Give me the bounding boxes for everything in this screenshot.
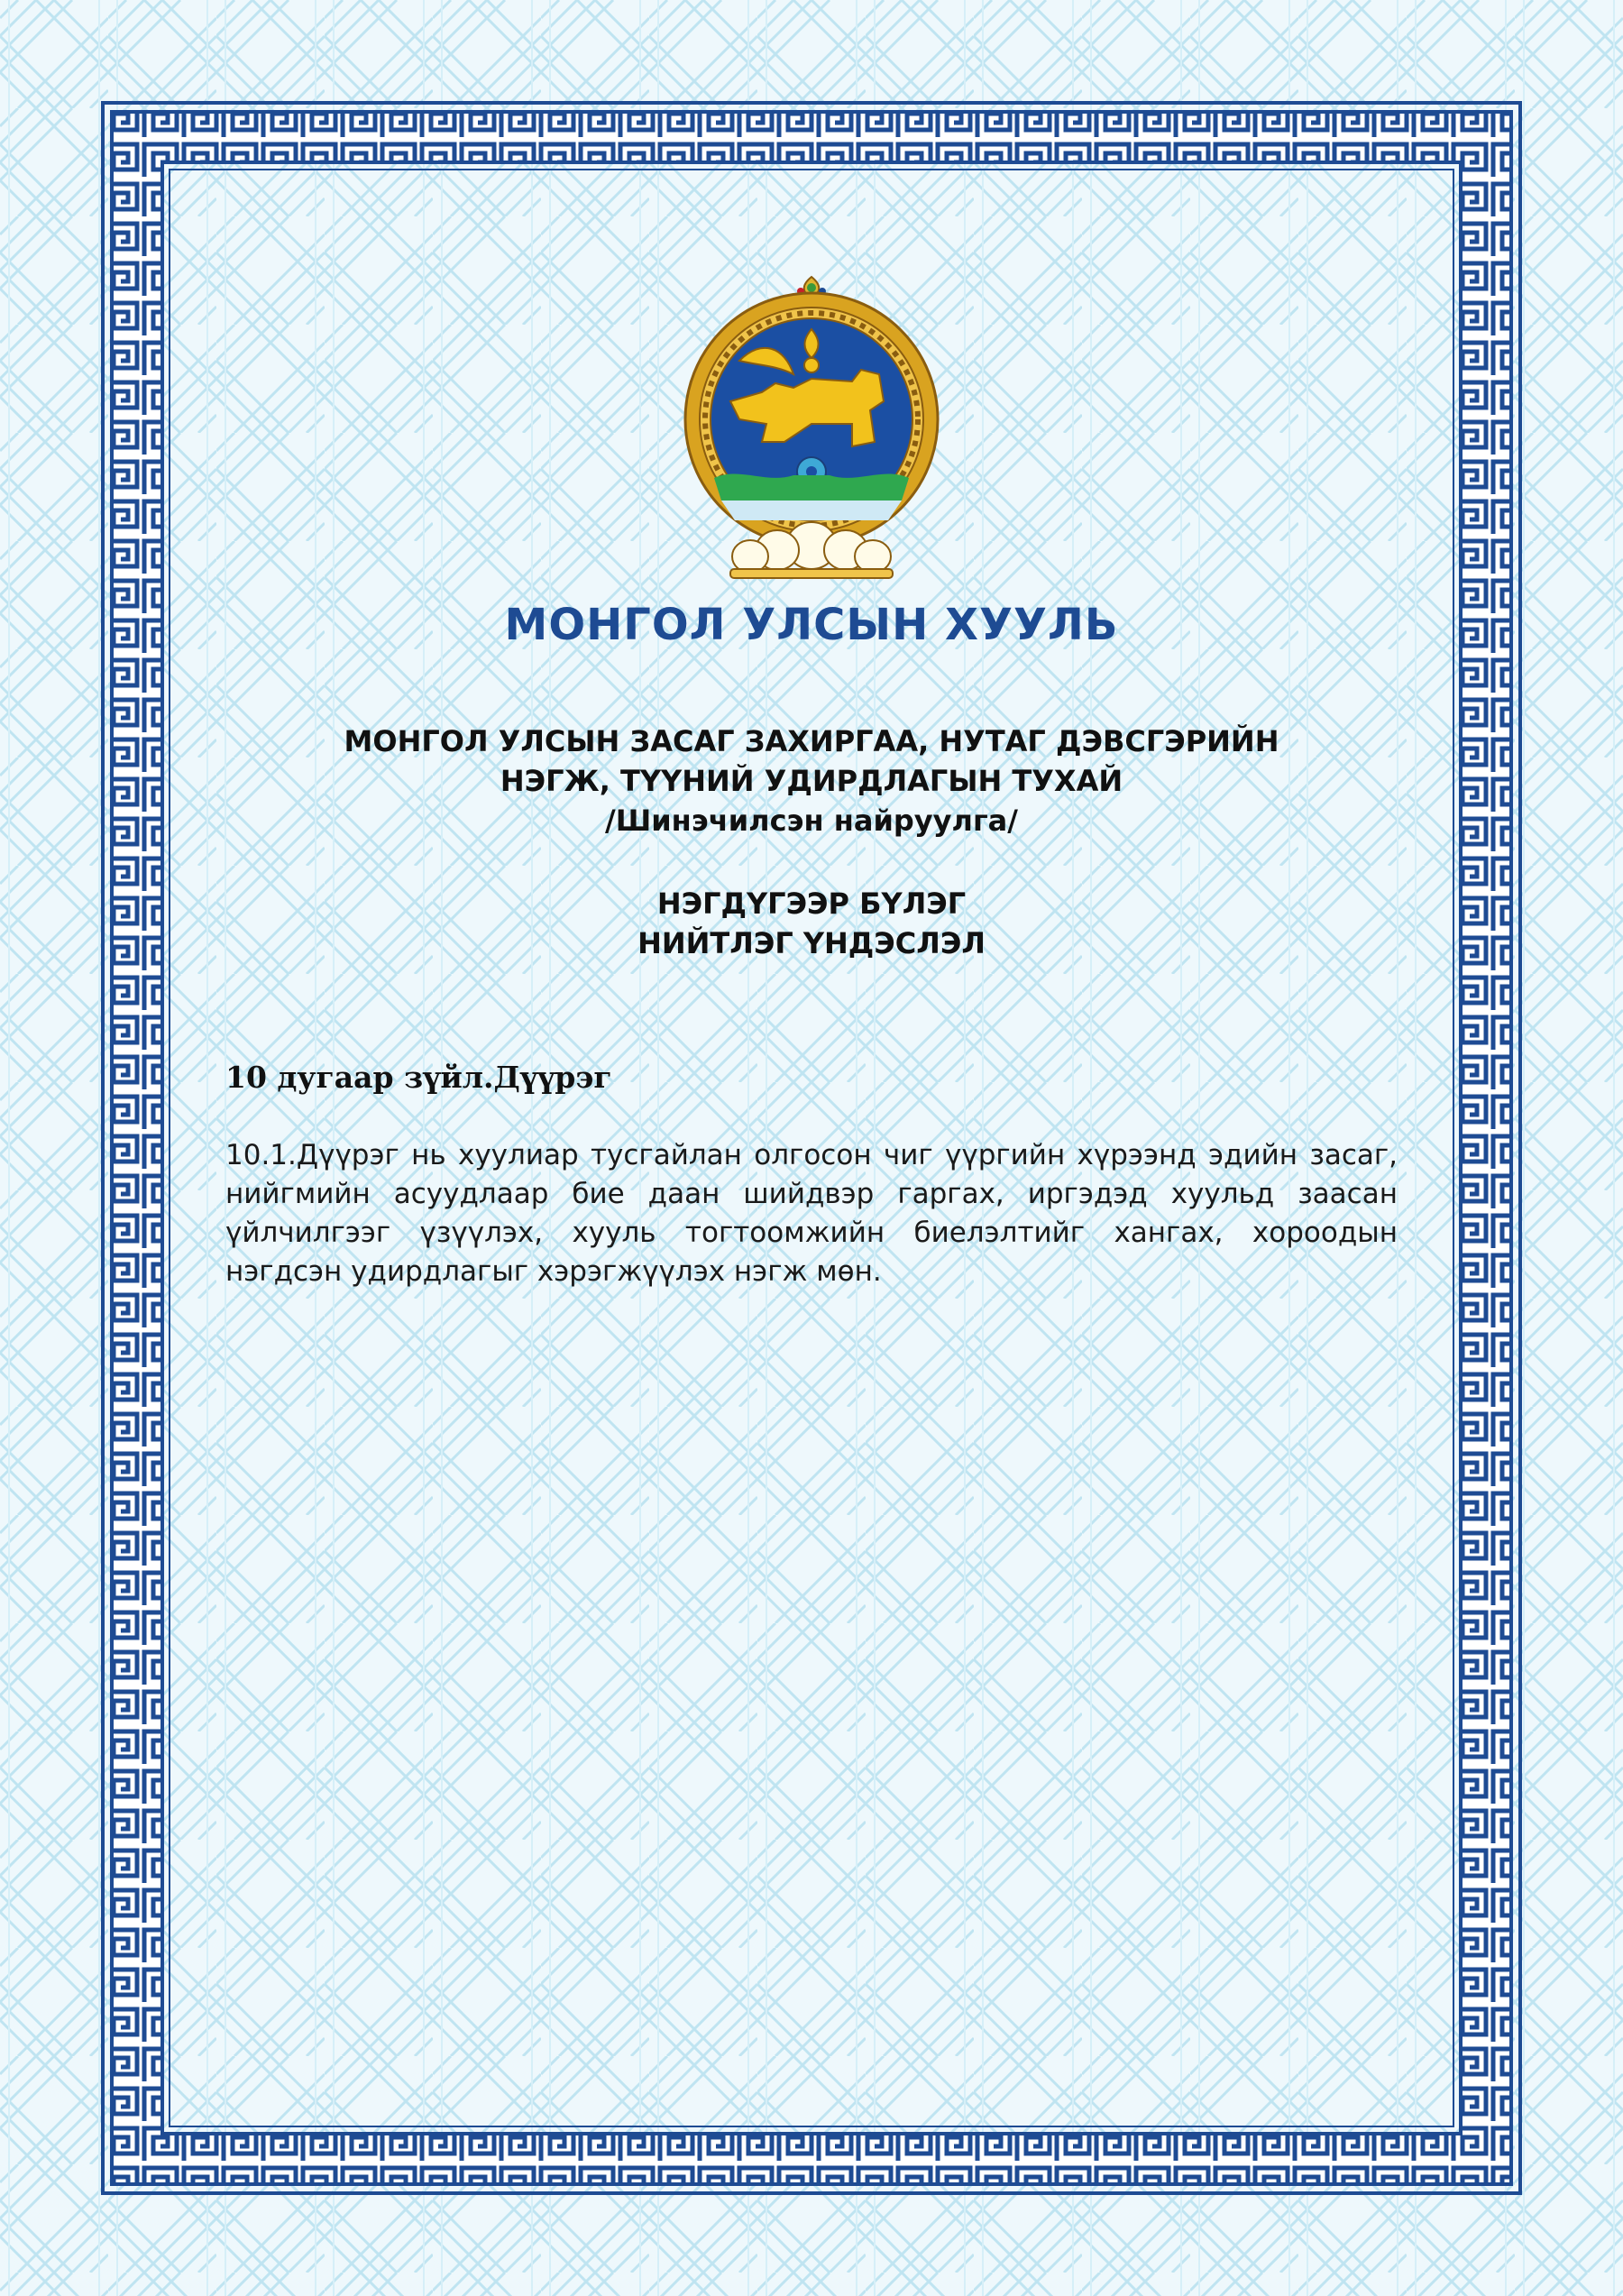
chapter-number: НЭГДҮГЭЭР БҮЛЭГ [656,886,967,921]
article-paragraph: 10.1.Дүүрэг нь хуулиар тусгайлан олгосон чиг үүргийн хүрээнд эдийн засаг, нийгмийн асуудлаар бие даан шийдвэр гаргах, иргэдэд хуульд заасан үйлчилгээг үзүүлэх, хууль тогтоомжийн биелэлтийг хангах, хороодын нэгдсэн удирдлагыг хэрэгжүүлэх нэгж мөн. [225,1139,1398,1288]
article-title: 10 дугаар зүйл.Дүүрэг [225,1060,612,1095]
subtitle-line-2: НЭГЖ, ТҮҮНИЙ УДИРДЛАГЫН ТУХАЙ [500,764,1123,798]
subtitle-line-1: МОНГОЛ УЛСЫН ЗАСАГ ЗАХИРГАА, НУТАГ ДЭВСГЭРИЙН [344,724,1279,758]
chapter-title: НИЙТЛЭГ ҮНДЭСЛЭЛ [637,926,986,960]
chapter-heading [167,884,1456,963]
subtitle-line-3: /Шинэчилсэн найруулга/ [605,804,1018,838]
law-subtitle [167,721,1456,840]
state-emblem-icon [676,275,947,582]
law-title: МОНГОЛ УЛСЫН ХУУЛЬ [504,600,1119,650]
document-content [167,167,1456,2128]
